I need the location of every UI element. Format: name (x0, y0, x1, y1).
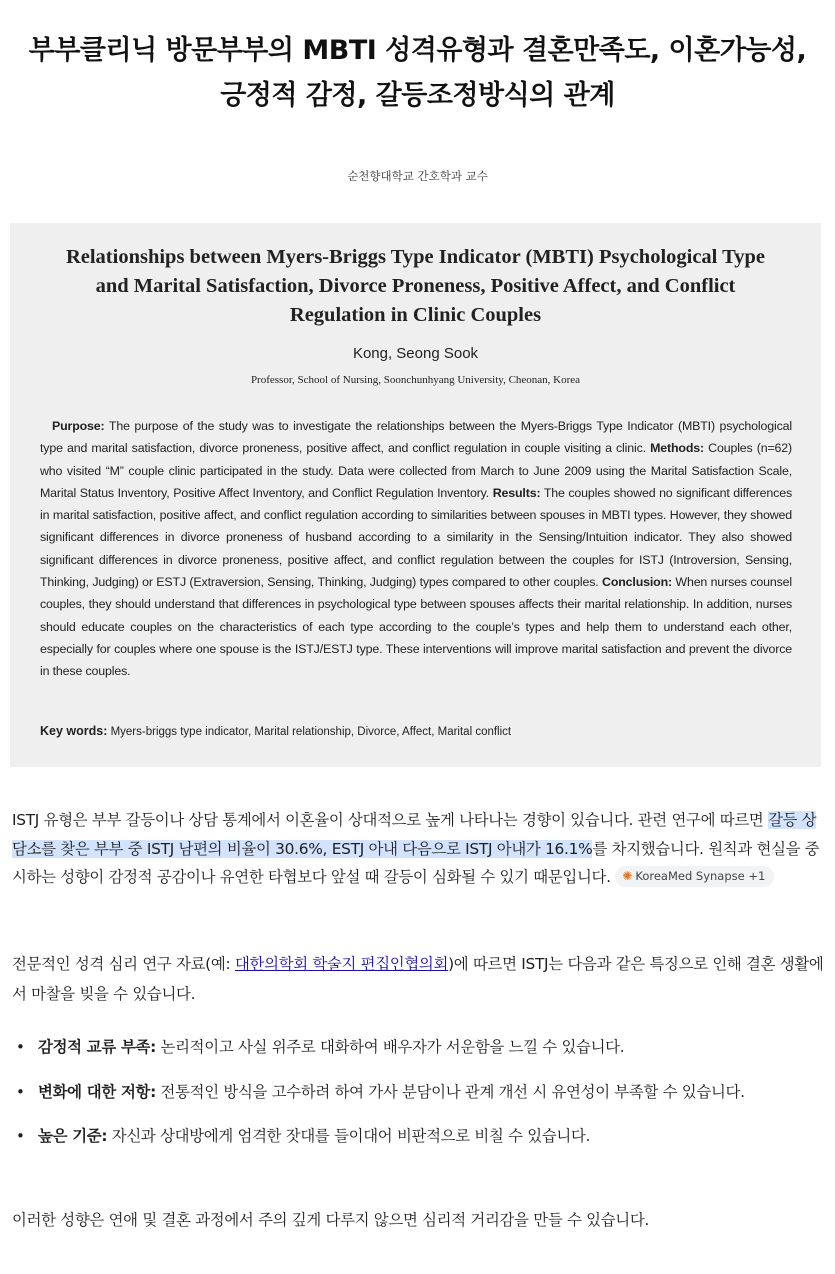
list-item-text: 자신과 상대방에게 엄격한 잣대를 들이대어 비판적으로 비칠 수 있습니다. (107, 1127, 591, 1145)
korean-paper-title (0, 28, 835, 118)
list-item-text: 전통적인 방식을 고수하려 하여 가사 분담이나 관계 개선 시 유연성이 부족할 수 있습니다. (155, 1083, 745, 1101)
p1-highlighted-text: 갈등 상담소를 찾은 부부 중 ISTJ 남편의 비율이 30.6%, ESTJ 아내 다음으로 ISTJ 아내가 16.1% (12, 811, 817, 858)
korean-affiliation: 순천향대학교 간호학과 교수 (347, 169, 488, 183)
conclusion-label: Conclusion: (602, 575, 672, 590)
list-item-label: 변화에 대한 저항: (38, 1083, 156, 1101)
purpose-label: Purpose: (52, 419, 105, 433)
conclusion-text: When nurses counsel couples, they should understand that differences in psychological type between spouses affects their marital relationship. In addition, nurses should educate couples on the characteristics of each type according to the couple’s types and help them to understand each other, especially for couples where one spouse is the ISTJ/ESTJ type. These interventions will improve marital satisfaction and prevent the divorce in these couples. (40, 575, 793, 679)
answer-paragraph-2 (12, 949, 826, 1009)
list-item-text: 논리적이고 사실 위주로 대화하여 배우자가 서운함을 느낄 수 있습니다. (155, 1038, 625, 1056)
keywords (40, 724, 792, 738)
list-item-label: 감정적 교류 부족: (38, 1038, 156, 1056)
source-chip[interactable] (615, 866, 774, 887)
keywords-label: Key words: (40, 724, 108, 738)
list-item (12, 1032, 826, 1062)
source-chip-label: KoreaMed Synapse +1 (635, 869, 766, 883)
purpose-text: The purpose of the study was to investigate the relationships between the Myers-Briggs Type Indicator (MBTI) psychological type and marital satisfaction, divorce proneness, positive affect, and conflict regulation in couple visiting a clinic. (40, 419, 792, 456)
korean-title-line-2: 긍정적 감정, 갈등조정방식의 관계 (220, 80, 615, 111)
bullet-dot-icon: • (16, 1083, 25, 1101)
results-text: The couples showed no significant differences in marital satisfaction, positive affect, and conflict regulation according to similarities between spouses in MBTI types. However, they showed significant differences in divorce proneness of husband according to a similarity in the Sensing/Intuition indicator. They also showed significant differences in divorce proneness, positive affect, and conflict regulation between the couples for ISTJ (Introversion, Sensing, Thinking, Judging) or ESTJ (Extraversion, Sensing, Thinking, Judging) types compared to other couples. (40, 485, 792, 590)
english-title-line-1: Relationships between Myers-Briggs Type Indicator (MBTI) Psychological Type (65, 246, 766, 268)
english-title-line-3: Regulation in Clinic Couples (289, 304, 542, 326)
author-affiliation: Professor, School of Nursing, Soonchunhyang University, Cheonan, Korea (250, 374, 581, 386)
answer-paragraph-1 (12, 806, 826, 892)
list-item-label: 높은 기준: (38, 1127, 108, 1145)
methods-label: Methods: (650, 441, 704, 456)
english-paper-title (10, 243, 821, 330)
bullet-dot-icon: • (16, 1038, 25, 1056)
results-label: Results: (492, 485, 541, 500)
answer-paragraph-3: 이러한 성향은 연애 및 결혼 과정에서 주의 깊게 다루지 않으면 심리적 거리감을 만들 수 있습니다. (12, 1211, 650, 1229)
english-title-line-2: and Marital Satisfaction, Divorce Proneness, Positive Affect, and Conflict (95, 275, 736, 297)
keywords-text: Myers-briggs type indicator, Marital relationship, Divorce, Affect, Marital conflict (107, 726, 512, 738)
abstract-body (40, 415, 792, 683)
p1-text-before: ISTJ 유형은 부부 갈등이나 상담 통계에서 이혼율이 상대적으로 높게 나타나는 경향이 있습니다. 관련 연구에 따르면 (12, 811, 769, 829)
p2-text-before: 전문적인 성격 심리 연구 자료(예: (12, 955, 235, 973)
author-name: Kong, Seong Sook (352, 345, 479, 362)
p1-text-after: 를 차지했습니다. 원칙과 현실을 중시하는 성향이 감정적 공감이나 유연한 타협보다 앞설 때 갈등이 심화될 수 있기 때문입니다. (12, 839, 820, 886)
korean-title-line-1: 부부클리닉 방문부부의 MBTI 성격유형과 결혼만족도, 이혼가능성, (28, 35, 807, 66)
methods-text: Couples (n=62) who visited “M” couple clinic participated in the study. Data were collected from March to June 2009 using the Marital Satisfaction Scale, Marital Status Inventory, Positive Affect Inventory, and Conflict Regulation Inventory. (40, 441, 793, 500)
journal-council-link[interactable]: 대한의학회 학술지 편집인협의회 (234, 955, 449, 973)
abstract-box (10, 223, 821, 767)
list-item (12, 1121, 826, 1151)
p2-text-after: )에 따르면 ISTJ는 다음과 같은 특징으로 인해 결혼 생활에서 마찰을 빚을 수 있습니다. (12, 955, 824, 1003)
bullet-dot-icon: • (16, 1127, 25, 1145)
list-item (12, 1077, 826, 1107)
trait-list (12, 1032, 826, 1151)
koreamed-logo-icon: ✺ (622, 869, 633, 883)
